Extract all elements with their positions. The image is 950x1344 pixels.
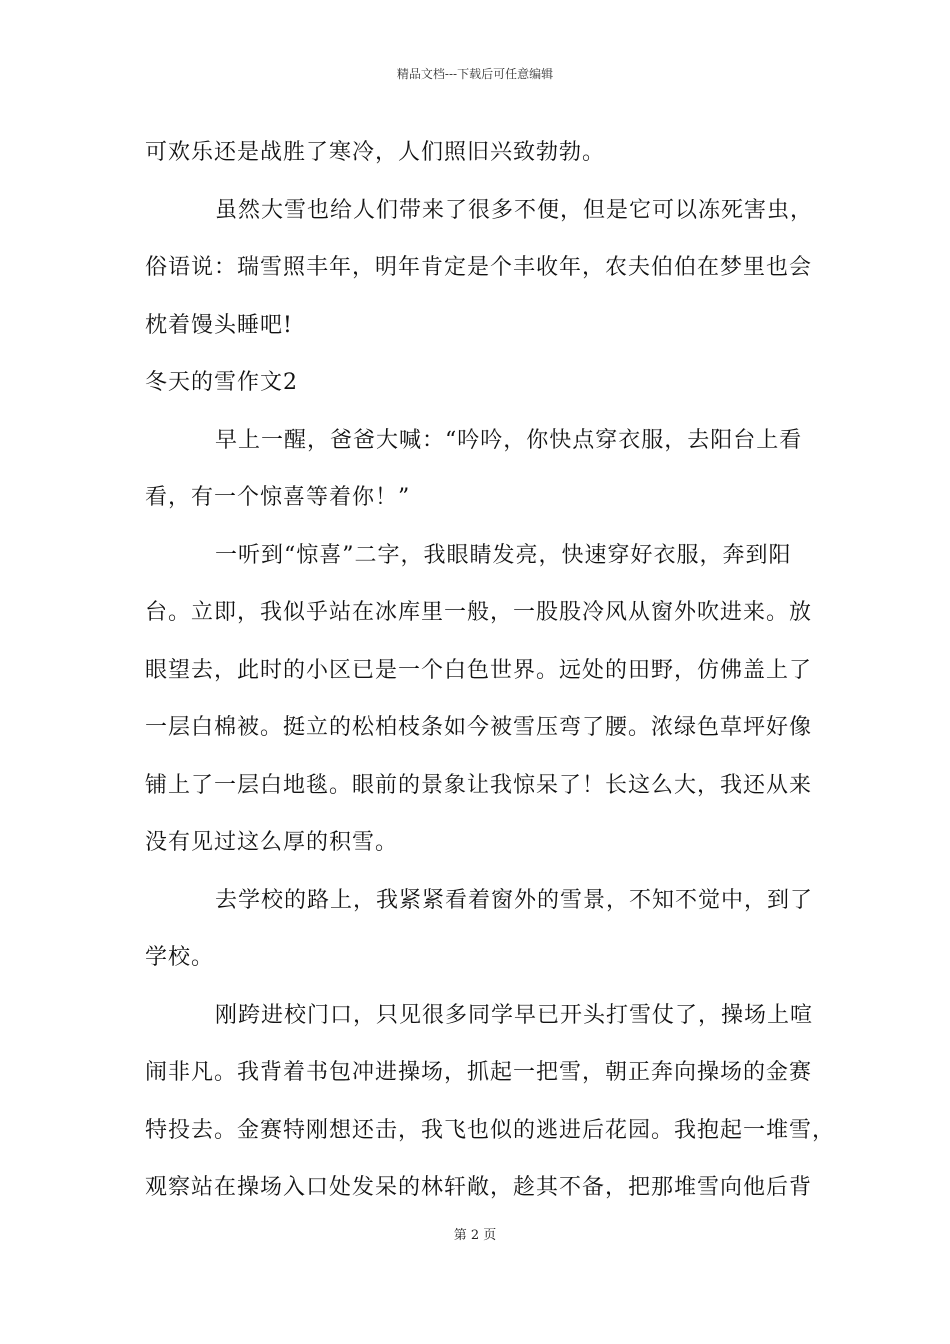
document-body xyxy=(145,124,836,1217)
text-line: 没有见过这么厚的积雪。 xyxy=(145,830,399,855)
page-number: 第 2 页 xyxy=(453,1228,497,1243)
text-line: 一层白棉被。挺立的松柏枝条如今被雪压弯了腰。浓绿色草坪好像 xyxy=(145,715,813,740)
text-line: 可欢乐还是战胜了寒冷，人们照旧兴致勃勃。 xyxy=(145,140,606,165)
text-line: 去学校的路上，我紧紧看着窗外的雪景，不知不觉中，到了 xyxy=(215,887,814,913)
text-line: 枕着馒头睡吧! xyxy=(145,312,293,338)
text-line: 俗语说：瑞雪照丰年，明年肯定是个丰收年，农夫伯伯在梦里也会 xyxy=(145,255,813,280)
text-line: 台。立即，我似乎站在冰库里一般，一股股冷风从窗外吹进来。放 xyxy=(145,600,813,625)
text-line: 铺上了一层白地毯。眼前的景象让我惊呆了！长这么大，我还从来 xyxy=(145,772,813,798)
text-line: 学校。 xyxy=(145,945,215,970)
page-header: 精品文档---下载后可任意编辑 xyxy=(396,67,554,81)
section-title: 冬天的雪作文2 xyxy=(145,370,298,395)
text-line: 早上一醒，爸爸大喊：“吟吟，你快点穿衣服，去阳台上看 xyxy=(215,427,803,453)
text-line: 刚跨进校门口，只见很多同学早已开头打雪仗了，操场上喧 xyxy=(215,1002,814,1028)
text-line: 一听到“惊喜”二字，我眼睛发亮，快速穿好衣服，奔到阳 xyxy=(215,542,792,568)
text-line: 看，有一个惊喜等着你！” xyxy=(145,485,411,510)
text-line: 虽然大雪也给人们带来了很多不便，但是它可以冻死害虫， xyxy=(215,197,814,223)
text-line: 闹非凡。我背着书包冲进操场，抓起一把雪，朝正奔向操场的金赛 xyxy=(145,1060,813,1085)
text-line: 眼望去，此时的小区已是一个白色世界。远处的田野，仿佛盖上了 xyxy=(145,657,813,683)
text-line: 观察站在操场入口处发呆的林轩敞，趁其不备，把那堆雪向他后背 xyxy=(145,1175,813,1200)
text-line: 特投去。金赛特刚想还击，我飞也似的逃进后花园。我抱起一堆雪， xyxy=(145,1117,836,1143)
